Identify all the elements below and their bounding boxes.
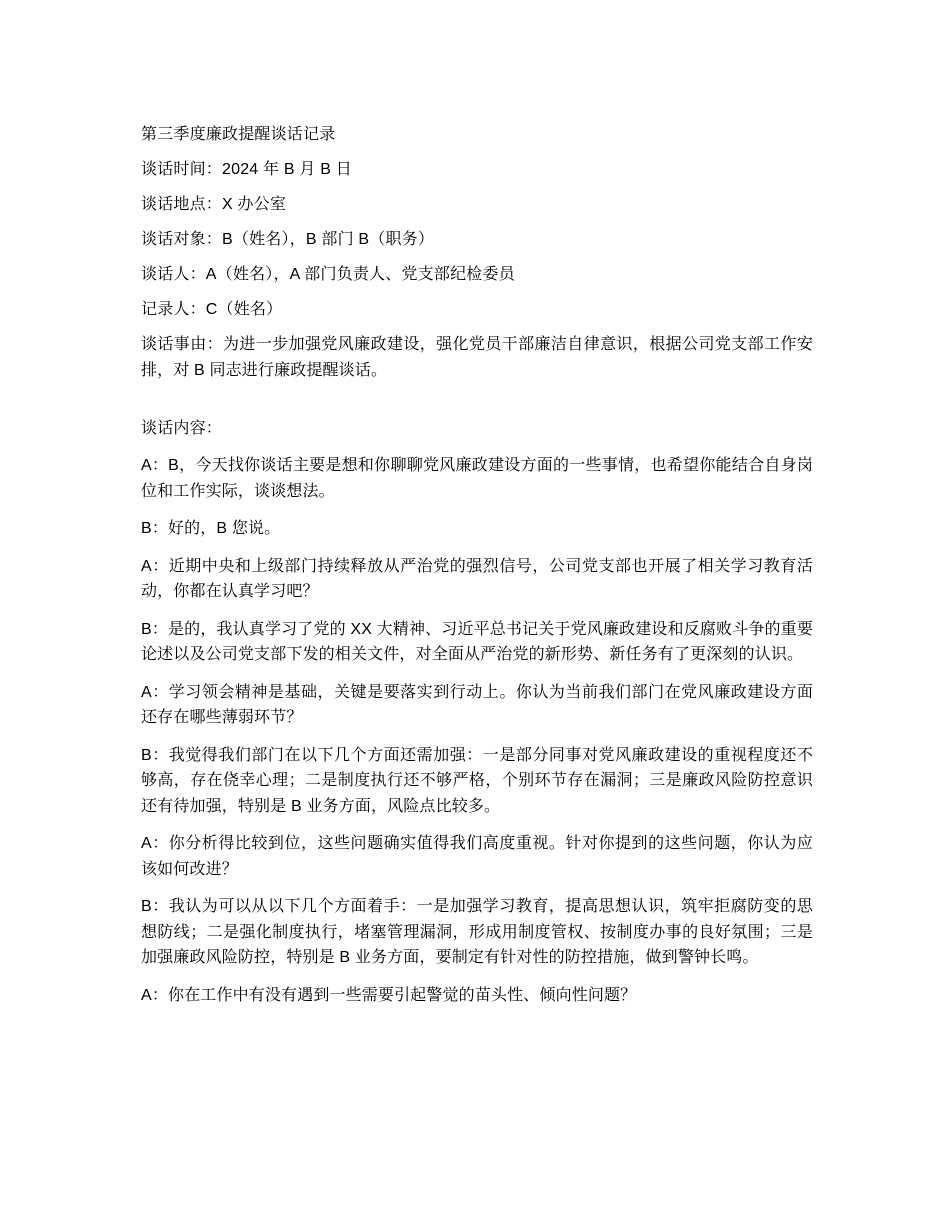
meta-interview-location: 谈话地点：X 办公室 [141, 196, 287, 213]
interview-reason-paragraph: 谈话事由：为进一步加强党风廉政建设，强化党员干部廉洁自律意识，根据公司党支部工作安排，对 B 同志进行廉政提醒谈话。 [141, 336, 813, 379]
section-spacer [141, 395, 813, 416]
dialogue-line-5: A：学习领会精神是基础，关键是要落实到行动上。你认为当前我们部门在党风廉政建设方面还存在哪些薄弱环节？ [141, 683, 813, 726]
dialogue-line-8: B：我认为可以从以下几个方面着手：一是加强学习教育，提高思想认识，筑牢拒腐防变的思想防线；二是强化制度执行，堵塞管理漏洞，形成用制度管权、按制度办事的良好氛围；三是加强廉政风险防控，特别是 B 业务方面，要制定有针对性的防控措施，做到警钟长鸣。 [141, 898, 813, 966]
meta-interview-subject: 谈话对象：B（姓名），B 部门 B（职务） [141, 231, 435, 248]
dialogue-line-9: A：你在工作中有没有遇到一些需要引起警觉的苗头性、倾向性问题？ [141, 986, 637, 1004]
dialogue-line-2: B：好的，B 您说。 [141, 520, 281, 537]
meta-recorder: 记录人：C（姓名） [141, 301, 283, 318]
dialogue-line-7: A：你分析得比较到位，这些问题确实值得我们高度重视。针对你提到的这些问题，你认为应该如何改进？ [141, 835, 813, 878]
page-title: 第三季度廉政提醒谈话记录 [141, 126, 336, 143]
dialogue-line-3: A：近期中央和上级部门持续释放从严治党的强烈信号，公司党支部也开展了相关学习教育活动，你都在认真学习吧？ [141, 557, 813, 600]
dialogue-line-6: B：我觉得我们部门在以下几个方面还需加强：一是部分同事对党风廉政建设的重视程度还不够高，存在侥幸心理；二是制度执行还不够严格，个别环节存在漏洞；三是廉政风险防控意识还有待加强，特别是 B 业务方面，风险点比较多。 [141, 746, 813, 815]
meta-interview-time: 谈话时间：2024 年 B 月 B 日 [141, 161, 352, 178]
interview-content-heading: 谈话内容： [141, 420, 223, 437]
dialogue-line-1: A：B，今天找你谈话主要是想和你聊聊党风廉政建设方面的一些事情，也希望你能结合自身岗位和工作实际，谈谈想法。 [141, 457, 813, 500]
dialogue-line-4: B：是的，我认真学习了党的 XX 大精神、习近平总书记关于党风廉政建设和反腐败斗争的重要论述以及公司党支部下发的相关文件，对全面从严治党的新形势、新任务有了更深刻的认识。 [141, 620, 813, 663]
document-body [141, 122, 813, 1008]
meta-interviewer: 谈话人：A（姓名），A 部门负责人、党支部纪检委员 [141, 266, 515, 283]
